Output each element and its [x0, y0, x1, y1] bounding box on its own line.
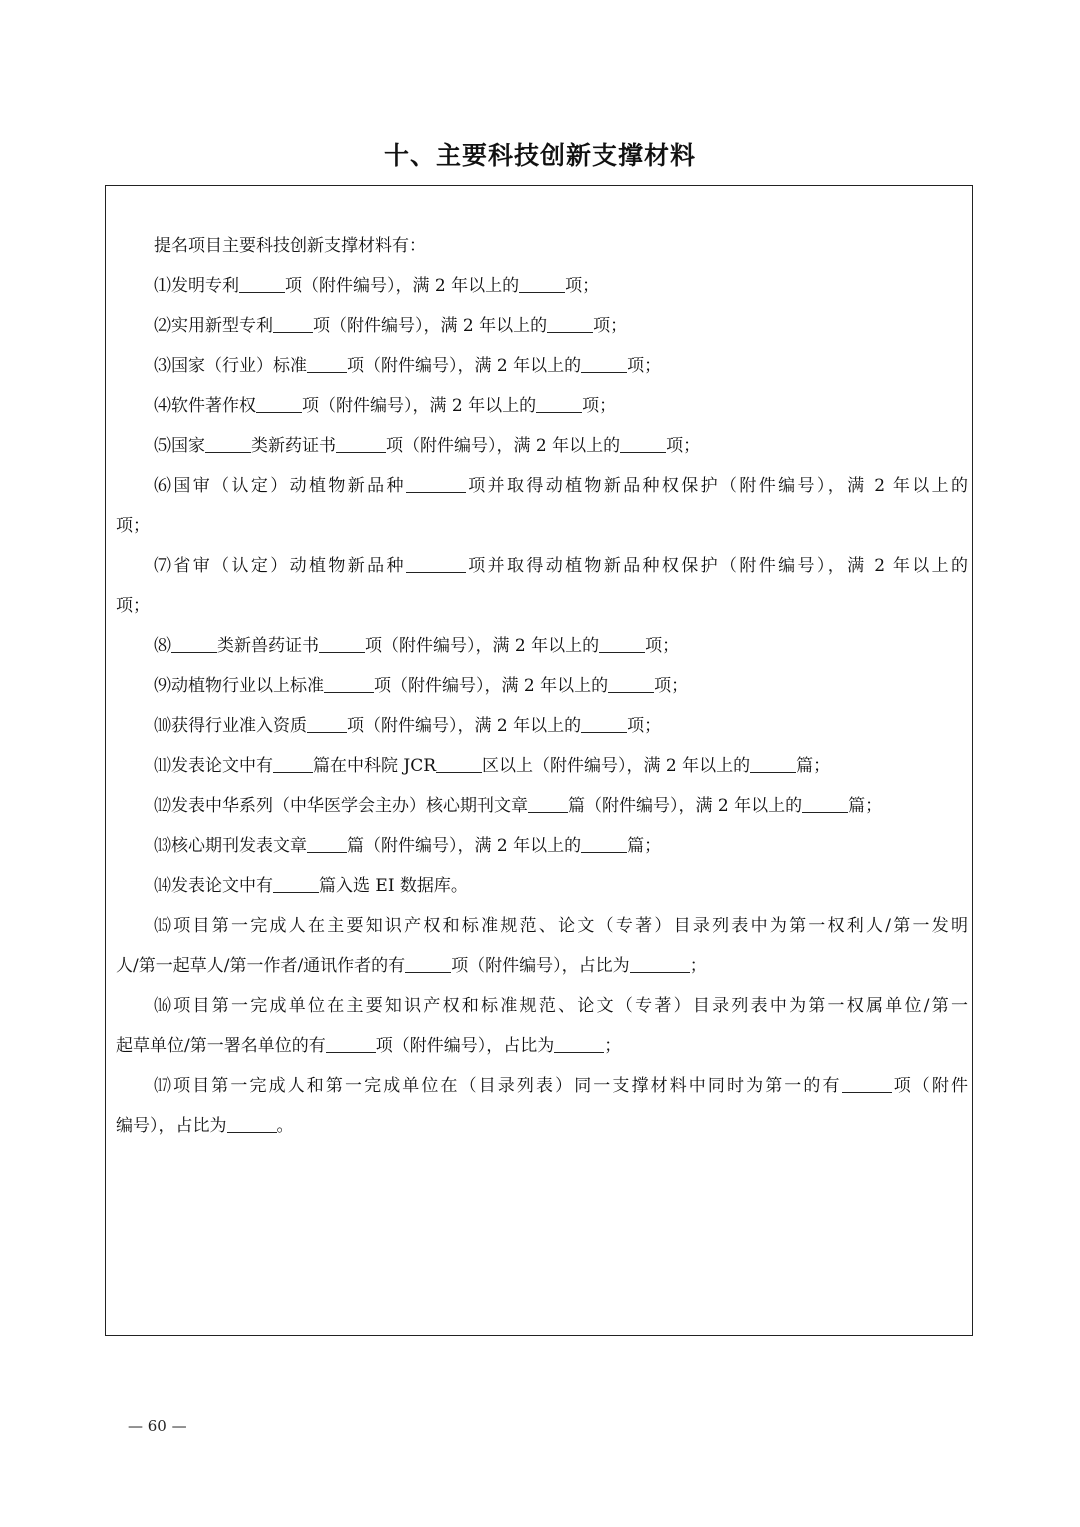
blank-field[interactable]	[227, 1114, 277, 1133]
form-content	[106, 226, 972, 1146]
intro-line: 提名项目主要科技创新支撑材料有：	[154, 236, 426, 256]
form-box	[105, 185, 973, 1336]
item-15-cont: 人/第一起草人/第一作者/通讯作者的有 项（附件编号），占比为 ；	[116, 956, 707, 976]
blank-field[interactable]	[273, 314, 313, 333]
item-2: ⑵实用新型专利 项（附件编号），满 2 年以上的 项；	[154, 316, 628, 336]
blank-field[interactable]	[256, 394, 302, 413]
blank-field[interactable]	[547, 314, 593, 333]
blank-field[interactable]	[620, 434, 666, 453]
item-3: ⑶国家（行业）标准 项（附件编号），满 2 年以上的 项；	[154, 356, 662, 376]
blank-field[interactable]	[802, 794, 848, 813]
blank-field[interactable]	[554, 1034, 604, 1053]
blank-field[interactable]	[324, 674, 374, 693]
item-6-cont: 项；	[116, 516, 150, 536]
blank-field[interactable]	[319, 634, 365, 653]
blank-field[interactable]	[630, 954, 690, 973]
item-10: ⑽获得行业准入资质 项（附件编号），满 2 年以上的 项；	[154, 716, 662, 736]
blank-field[interactable]	[581, 714, 627, 733]
item-15: ⒂项目第一完成人在主要知识产权和标准规范、论文（专著）目录列表中为第一权利人/第一发明	[154, 916, 968, 936]
item-7-cont: 项；	[116, 596, 150, 616]
blank-field[interactable]	[519, 274, 565, 293]
blank-field[interactable]	[599, 634, 645, 653]
blank-field[interactable]	[205, 434, 251, 453]
item-11: ⑾发表论文中有 篇在中科院 JCR 区以上（附件编号），满 2 年以上的 篇；	[154, 756, 831, 776]
page-number: — 60 —	[128, 1417, 187, 1435]
item-4: ⑷软件著作权 项（附件编号），满 2 年以上的 项；	[154, 396, 617, 416]
blank-field[interactable]	[406, 554, 466, 573]
item-17-cont: 编号），占比为 。	[116, 1116, 294, 1136]
blank-field[interactable]	[436, 754, 482, 773]
blank-field[interactable]	[326, 1034, 376, 1053]
blank-field[interactable]	[307, 834, 347, 853]
blank-field[interactable]	[273, 754, 313, 773]
blank-field[interactable]	[536, 394, 582, 413]
item-16: ⒃项目第一完成单位在主要知识产权和标准规范、论文（专著）目录列表中为第一权属单位/第一	[154, 996, 968, 1016]
blank-field[interactable]	[307, 354, 347, 373]
blank-field[interactable]	[171, 634, 217, 653]
blank-field[interactable]	[405, 954, 451, 973]
blank-field[interactable]	[581, 354, 627, 373]
blank-field[interactable]	[581, 834, 627, 853]
item-5: ⑸国家 类新药证书 项（附件编号），满 2 年以上的 项；	[154, 436, 701, 456]
item-17: ⒄项目第一完成人和第一完成单位在（目录列表）同一支撑材料中同时为第一的有 项（附件	[154, 1076, 969, 1096]
page-title: 十、主要科技创新支撑材料	[383, 141, 696, 170]
item-16-cont: 起草单位/第一署名单位的有 项（附件编号），占比为 ；	[116, 1036, 622, 1056]
item-9: ⑼动植物行业以上标准 项（附件编号），满 2 年以上的 项；	[154, 676, 689, 696]
blank-field[interactable]	[273, 874, 319, 893]
item-14: ⒁发表论文中有 篇入选 EI 数据库。	[154, 876, 468, 896]
item-7: ⑺省审（认定）动植物新品种 项并取得动植物新品种权保护（附件编号），满 2 年以上的	[154, 556, 969, 576]
blank-field[interactable]	[406, 474, 466, 493]
item-6: ⑹国审（认定）动植物新品种 项并取得动植物新品种权保护（附件编号），满 2 年以上的	[154, 476, 969, 496]
item-8: ⑻ 类新兽药证书 项（附件编号），满 2 年以上的 项；	[154, 636, 680, 656]
item-13: ⒀核心期刊发表文章 篇（附件编号），满 2 年以上的 篇；	[154, 836, 662, 856]
item-12: ⑿发表中华系列（中华医学会主办）核心期刊文章 篇（附件编号），满 2 年以上的 篇；	[154, 796, 883, 816]
blank-field[interactable]	[608, 674, 654, 693]
item-1: ⑴发明专利 项（附件编号），满 2 年以上的 项；	[154, 276, 600, 296]
blank-field[interactable]	[307, 714, 347, 733]
blank-field[interactable]	[750, 754, 796, 773]
blank-field[interactable]	[528, 794, 568, 813]
blank-field[interactable]	[336, 434, 386, 453]
blank-field[interactable]	[842, 1074, 892, 1093]
blank-field[interactable]	[239, 274, 285, 293]
